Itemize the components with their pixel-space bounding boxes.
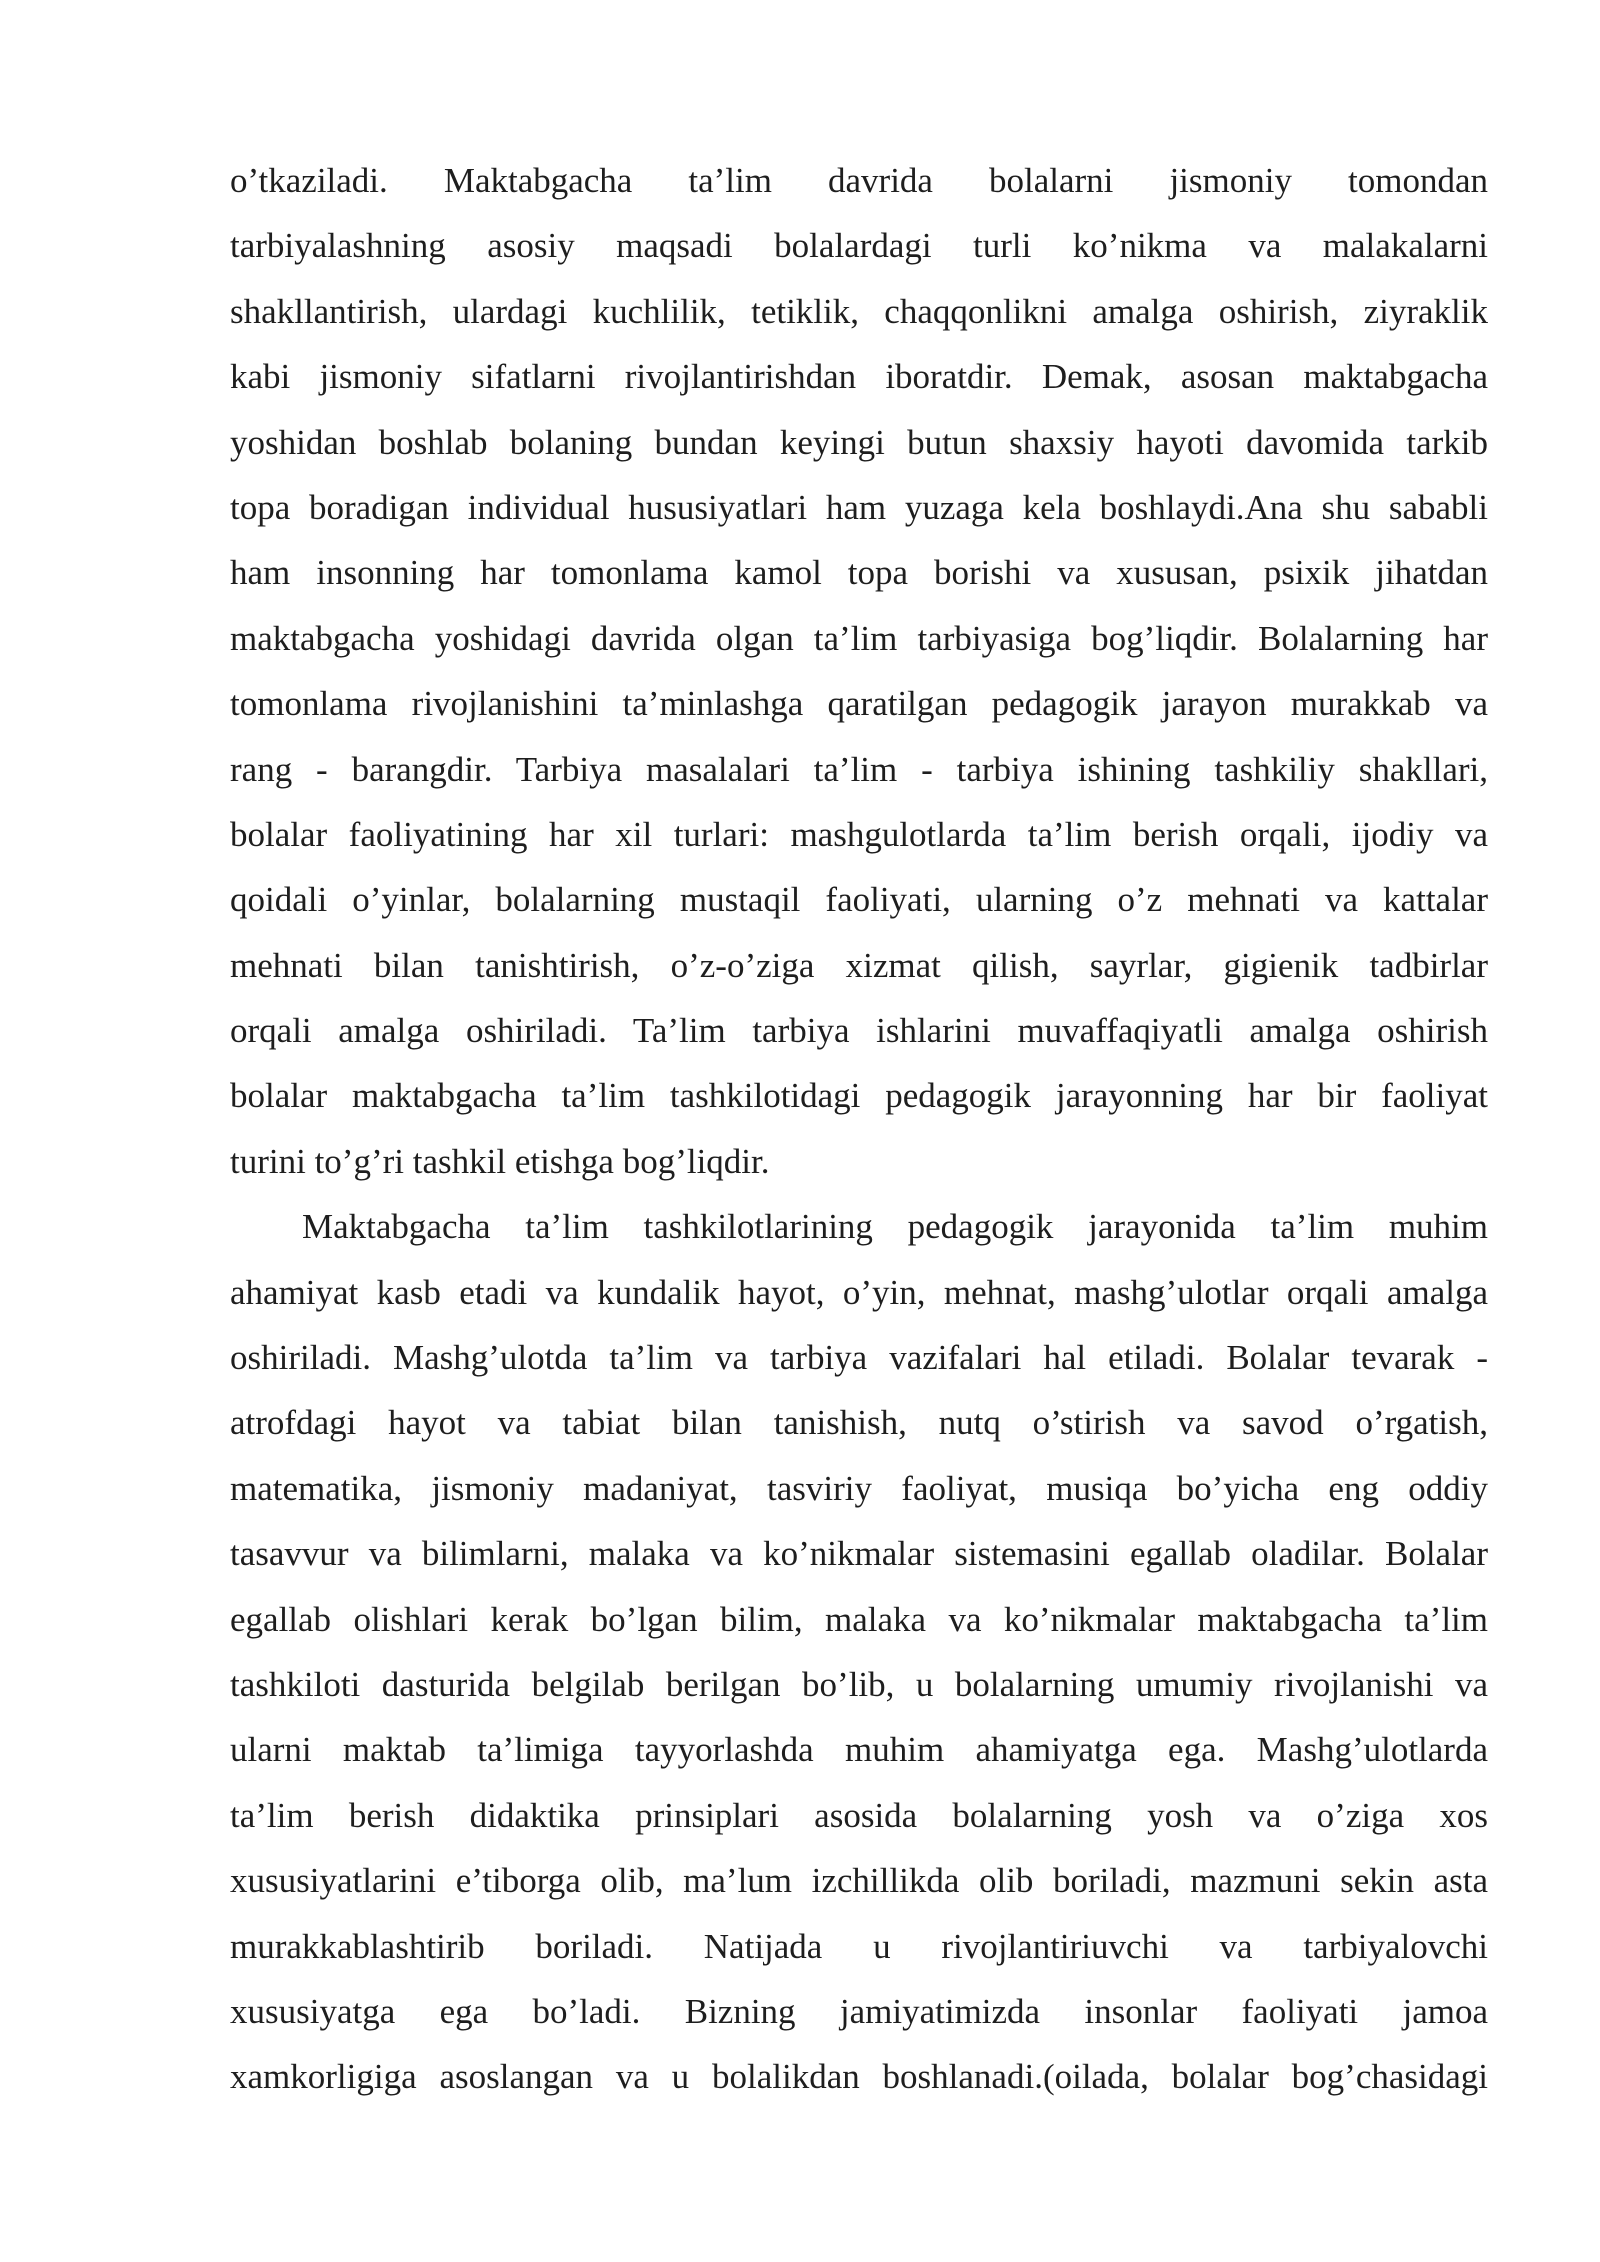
text-line: xususiyatga ega bo’ladi. Bizning jamiyatimizda insonlar faoliyati jamoa: [230, 1991, 1488, 2031]
text-line: bolalar faoliyatining har xil turlari: mashgulotlarda ta’lim berish orqali, ijodiy va: [230, 814, 1488, 854]
text-line: orqali amalga oshiriladi. Ta’lim tarbiya ishlarini muvaffaqiyatli amalga oshirish: [230, 1011, 1488, 1051]
text-line: xamkorligiga asoslangan va u bolalikdan boshlanadi.(oilada, bolalar bog’chasidagi: [230, 2057, 1488, 2097]
text-line: tomonlama rivojlanishini ta’minlashga qaratilgan pedagogik jarayon murakkab va: [230, 684, 1488, 724]
text-line: topa boradigan individual hususiyatlari ham yuzaga kela boshlaydi.Ana shu sababli: [230, 487, 1488, 527]
text-line: tasavvur va bilimlarni, malaka va ko’nikmalar sistemasini egallab oladilar. Bolalar: [230, 1534, 1488, 1574]
text-line: egallab olishlari kerak bo’lgan bilim, malaka va ko’nikmalar maktabgacha ta’lim: [230, 1599, 1488, 1639]
text-line: o’tkaziladi. Maktabgacha ta’lim davrida bolalarni jismoniy tomondan: [230, 161, 1488, 200]
text-line: tarbiyalashning asosiy maqsadi bolalardagi turli ko’nikma va malakalarni: [230, 226, 1488, 266]
paragraph-2: [230, 1194, 1488, 2109]
text-line: xususiyatlarini e’tiborga olib, ma’lum izchillikda olib boriladi, mazmuni sekin asta: [230, 1861, 1488, 1901]
text-line: yoshidan boshlab bolaning bundan keyingi butun shaxsiy hayoti davomida tarkib: [230, 422, 1488, 462]
text-line: rang - barangdir. Tarbiya masalalari ta’lim - tarbiya ishining tashkiliy shakllari,: [230, 749, 1488, 789]
text-line: tashkiloti dasturida belgilab berilgan bo’lib, u bolalarning umumiy rivojlanishi va: [230, 1664, 1488, 1704]
text-line: mehnati bilan tanishtirish, o’z-o’ziga xizmat qilish, sayrlar, gigienik tadbirlar: [230, 945, 1488, 985]
text-line: ularni maktab ta’limiga tayyorlashda muhim ahamiyatga ega. Mashg’ulotlarda: [230, 1730, 1488, 1770]
text-line: oshiriladi. Mashg’ulotda ta’lim va tarbiya vazifalari hal etiladi. Bolalar tevarak -: [230, 1338, 1488, 1378]
text-line: atrofdagi hayot va tabiat bilan tanishish, nutq o’stirish va savod o’rgatish,: [230, 1403, 1488, 1443]
text-line: ahamiyat kasb etadi va kundalik hayot, o’yin, mehnat, mashg’ulotlar orqali amalga: [230, 1272, 1488, 1312]
text-line: shakllantirish, ulardagi kuchlilik, tetiklik, chaqqonlikni amalga oshirish, ziyraklik: [230, 291, 1488, 331]
text-line: turini to’g’ri tashkil etishga bog’liqdir.: [230, 1141, 770, 1181]
text-line: qoidali o’yinlar, bolalarning mustaqil faoliyati, ularning o’z mehnati va kattalar: [230, 880, 1488, 920]
text-line: bolalar maktabgacha ta’lim tashkilotidagi pedagogik jarayonning har bir faoliyat: [230, 1076, 1488, 1116]
text-line: Maktabgacha ta’lim tashkilotlarining pedagogik jarayonida ta’lim muhim: [302, 1207, 1488, 1247]
text-line: maktabgacha yoshidagi davrida olgan ta’lim tarbiyasiga bog’liqdir. Bolalarning har: [230, 618, 1488, 658]
body-text: [230, 148, 1488, 2110]
text-line: murakkablashtirib boriladi. Natijada u rivojlantiriuvchi va tarbiyalovchi: [230, 1926, 1488, 1966]
paragraph-1: [230, 148, 1488, 1194]
text-line: matematika, jismoniy madaniyat, tasviriy faoliyat, musiqa bo’yicha eng oddiy: [230, 1468, 1488, 1508]
text-line: ta’lim berish didaktika prinsiplari asosida bolalarning yosh va o’ziga xos: [230, 1795, 1488, 1835]
text-line: ham insonning har tomonlama kamol topa borishi va xususan, psixik jihatdan: [230, 553, 1488, 593]
text-line: kabi jismoniy sifatlarni rivojlantirishdan iboratdir. Demak, asosan maktabgacha: [230, 357, 1488, 397]
